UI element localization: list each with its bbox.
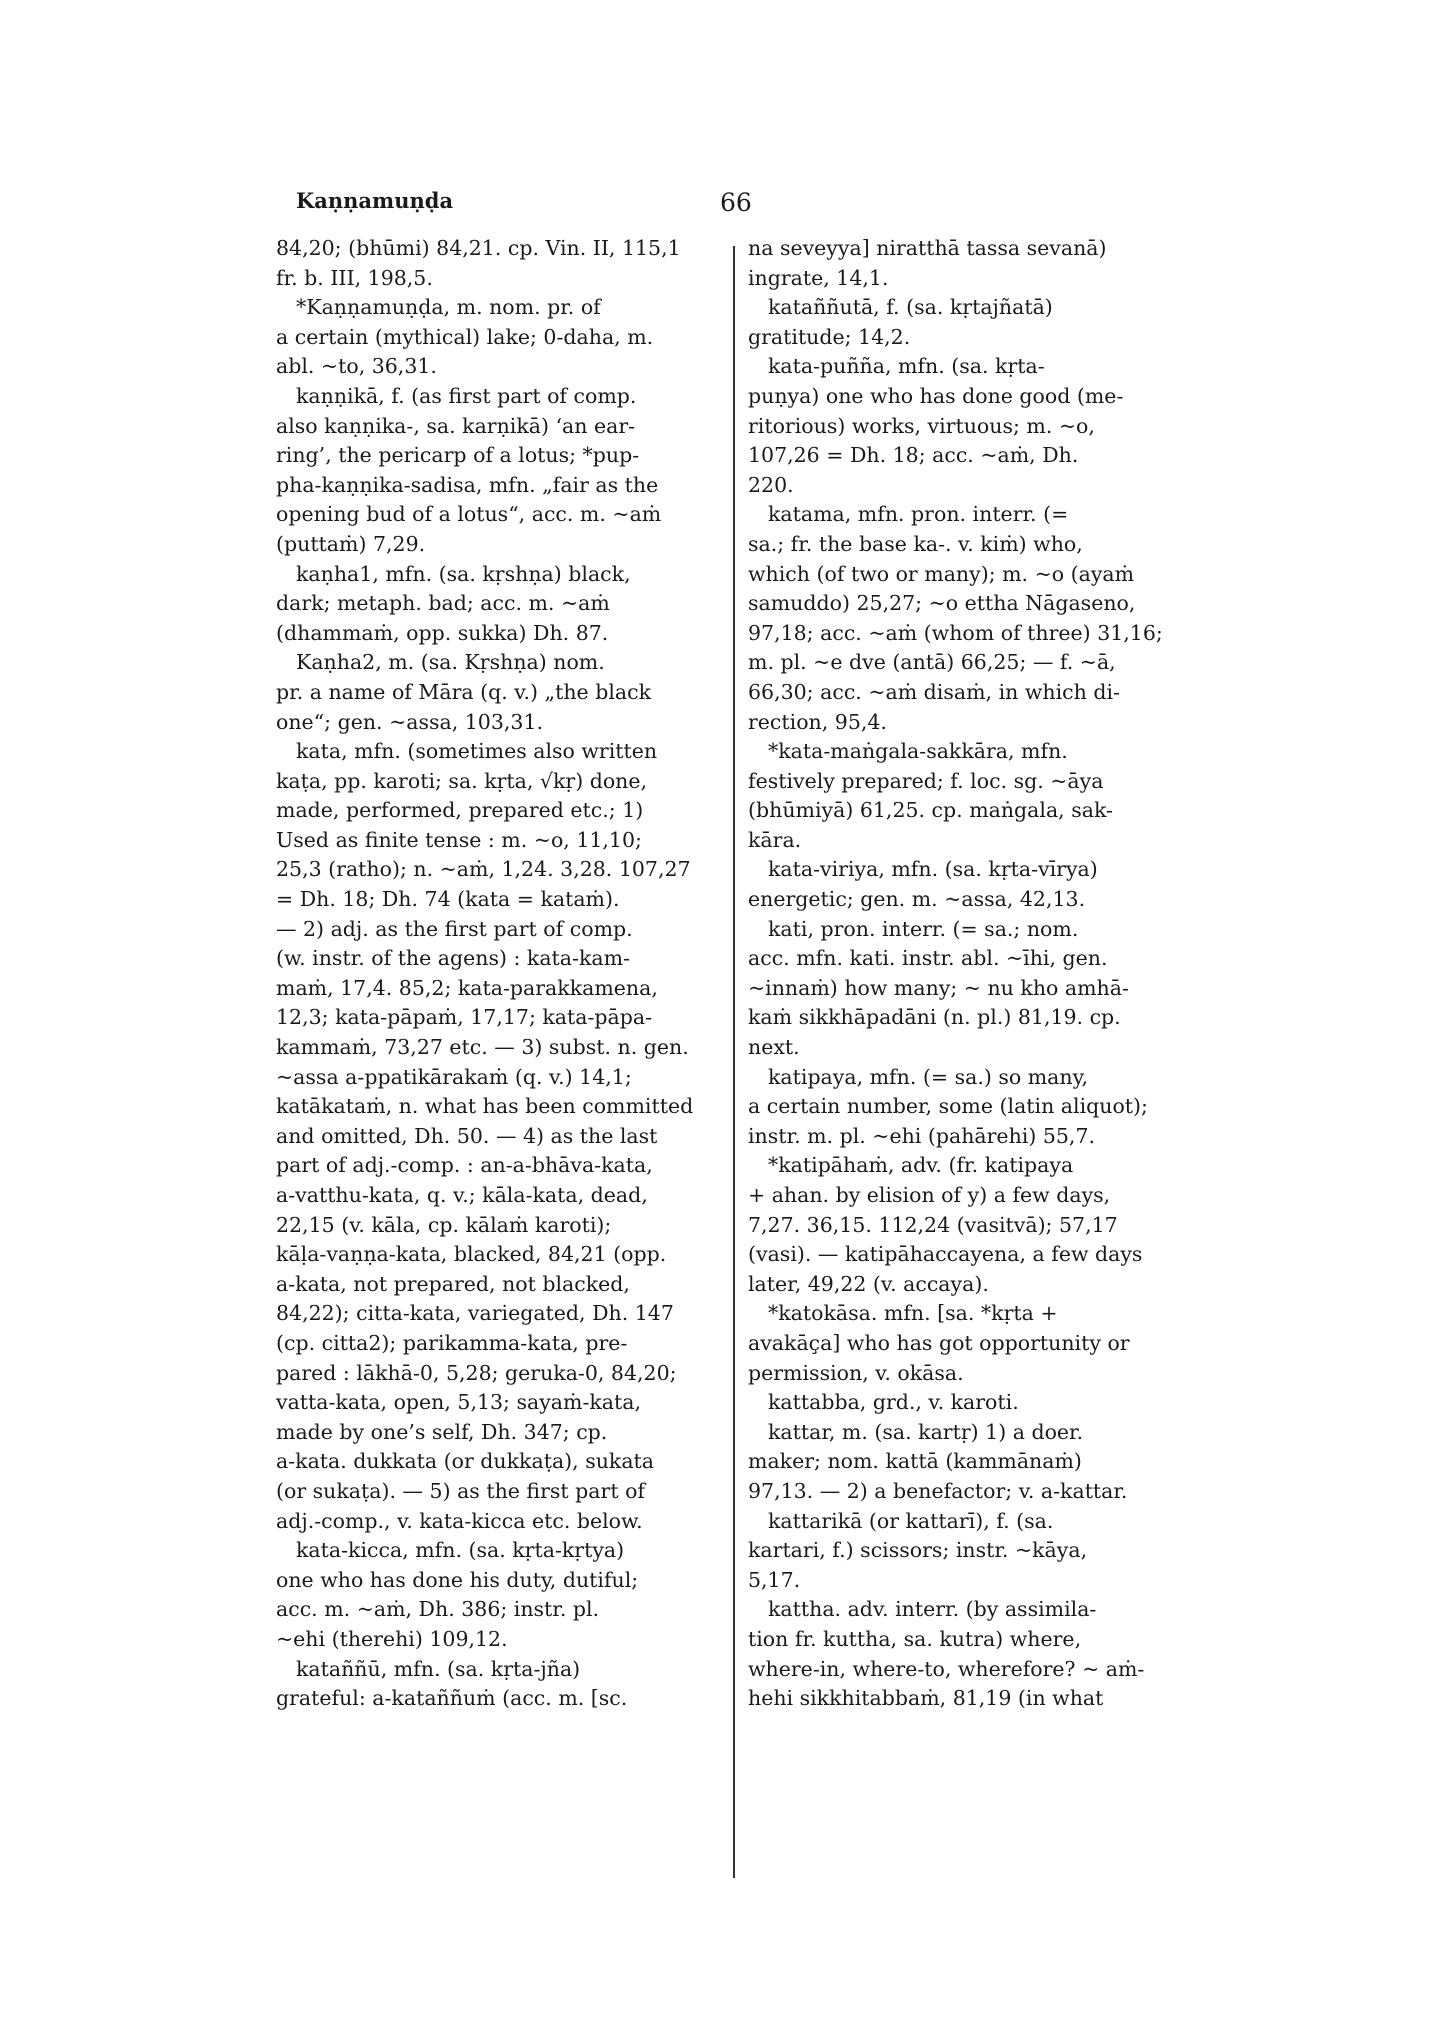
entry-line: next. [748, 1035, 800, 1060]
entry-line: opening bud of a lotus“, acc. m. ~aṁ [276, 502, 662, 527]
entry-line: grateful: a-kataññuṁ (acc. m. [sc. [276, 1686, 628, 1711]
entry-line: = Dh. 18; Dh. 74 (kata = kataṁ). [276, 887, 620, 912]
entry-line: na seveyya] niratthā tassa sevanā) [748, 236, 1107, 260]
entry-line: kata-viriya, mfn. (sa. kṛta-vīrya) [768, 857, 1098, 882]
entry-line: abl. ~to, 36,31. [276, 354, 437, 379]
entry-line: kati, pron. interr. (= sa.; nom. [768, 916, 1079, 941]
entry-line: tion fr. kuttha, sa. kutra) where, [748, 1626, 1082, 1651]
entry-line: energetic; gen. m. ~assa, 42,13. [748, 887, 1086, 912]
entry-line: Kaṇha2, m. (sa. Kṛshṇa) nom. [296, 650, 605, 675]
entry-line: 97,18; acc. ~aṁ (whom of three) 31,16; [748, 620, 1163, 645]
entry-line: kataññū, mfn. (sa. kṛta-jña) [296, 1656, 581, 1681]
entry-line: 220. [748, 472, 794, 497]
entry-line: 66,30; acc. ~aṁ disaṁ, in which di- [748, 679, 1120, 704]
entry-line: avakāça] who has got opportunity or [748, 1330, 1130, 1355]
entry-line: *kata-maṅgala-sakkāra, mfn. [768, 739, 1068, 764]
entry-line: 25,3 (ratho); n. ~aṁ, 1,24. 3,28. 107,27 [276, 857, 691, 882]
entry-line: maker; nom. kattā (kammānaṁ) [748, 1449, 1082, 1474]
entry-line: rection, 95,4. [748, 709, 887, 734]
entry-line: (w. instr. of the agens) : kata-kam- [276, 946, 630, 971]
entry-line: ~ehi (therehi) 109,12. [276, 1626, 508, 1651]
entry-line: kāra. [748, 827, 802, 852]
entry-line: which (of two or many); m. ~o (ayaṁ [748, 561, 1135, 586]
entry-line: ~innaṁ) how many; ~ nu kho amhā- [748, 975, 1129, 1000]
entry-line: (vasi). — katipāhaccayena, a few days [748, 1242, 1143, 1267]
entry-line: pared : lākhā-0, 5,28; geruka-0, 84,20; [276, 1360, 677, 1385]
entry-line: acc. mfn. kati. instr. abl. ~īhi, gen. [748, 946, 1108, 971]
entry-line: 84,22); citta-kata, variegated, Dh. 147 [276, 1301, 674, 1326]
entry-line: pha-kaṇṇika-sadisa, mfn. „fair as the [276, 472, 659, 497]
entry-line: katipaya, mfn. (= sa.) so many, [768, 1064, 1088, 1089]
entry-line: 97,13. — 2) a benefactor; v. a-kattar. [748, 1478, 1128, 1503]
entry-line: kammaṁ, 73,27 etc. — 3) subst. n. gen. [276, 1035, 689, 1060]
entry-line: made, performed, prepared etc.; 1) [276, 798, 644, 823]
page-number: 66 [720, 188, 752, 217]
entry-line: ~assa a-ppatikārakaṁ (q. v.) 14,1; [276, 1064, 632, 1089]
entry-line: kaṇṇikā, f. (as first part of comp. [296, 383, 637, 408]
entry-line: a-kata, not prepared, not blacked, [276, 1271, 630, 1296]
entry-line: kata-puñña, mfn. (sa. kṛta- [768, 354, 1045, 379]
entry-line: made by one’s self, Dh. 347; cp. [276, 1419, 608, 1444]
entry-line: (or sukaṭa). — 5) as the first part of [276, 1478, 646, 1503]
entry-line: m. pl. ~e dve (antā) 66,25; — f. ~ā, [748, 650, 1116, 675]
entry-line: hehi sikkhitabbaṁ, 81,19 (in what [748, 1686, 1104, 1711]
entry-line: one who has done his duty, dutiful; [276, 1567, 639, 1592]
entry-line: kaṁ sikkhāpadāni (n. pl.) 81,19. cp. [748, 1005, 1121, 1030]
running-head: Kaṇṇamuṇḍa [296, 188, 454, 213]
entry-line: fr. b. III, 198,5. [276, 265, 433, 290]
entry-line: kattabba, grd., v. karoti. [768, 1390, 1019, 1415]
entry-line: gratitude; 14,2. [748, 324, 911, 349]
entry-line: 12,3; kata-pāpaṁ, 17,17; kata-pāpa- [276, 1005, 653, 1030]
entry-line: kata, mfn. (sometimes also written [296, 739, 658, 764]
entry-line: a certain (mythical) lake; 0-daha, m. [276, 324, 654, 349]
right-column [748, 234, 1203, 1714]
entry-line: Used as finite tense : m. ~o, 11,10; [276, 827, 642, 852]
entry-line: katama, mfn. pron. interr. (= [768, 502, 1069, 527]
entry-line: acc. m. ~aṁ, Dh. 386; instr. pl. [276, 1597, 600, 1622]
entry-line: (cp. citta2); parikamma-kata, pre- [276, 1330, 628, 1355]
entry-line: — 2) adj. as the first part of comp. [276, 916, 633, 941]
entry-line: where-in, where-to, wherefore? ~ aṁ- [748, 1656, 1145, 1681]
entry-line: permission, v. okāsa. [748, 1360, 964, 1385]
entry-line: dark; metaph. bad; acc. m. ~aṁ [276, 591, 610, 616]
entry-line: kaṇha1, mfn. (sa. kṛshṇa) black, [296, 561, 631, 586]
entry-line: samuddo) 25,27; ~o ettha Nāgaseno, [748, 591, 1136, 616]
entry-line: (dhammaṁ, opp. sukka) Dh. 87. [276, 620, 609, 645]
entry-line: 22,15 (v. kāla, cp. kālaṁ karoti); [276, 1212, 612, 1237]
entry-line: also kaṇṇika-, sa. karṇikā) ‘an ear- [276, 413, 636, 438]
entry-line: kaṭa, pp. karoti; sa. kṛta, √kṛ) done, [276, 768, 648, 793]
entry-line: maṁ, 17,4. 85,2; kata-parakkamena, [276, 975, 658, 1000]
entry-line: (bhūmiyā) 61,25. cp. maṅgala, sak- [748, 798, 1113, 823]
entry-line: kattarikā (or kattarī), f. (sa. [768, 1508, 1054, 1533]
column-divider [733, 246, 735, 1878]
entry-line: 7,27. 36,15. 112,24 (vasitvā); 57,17 [748, 1212, 1118, 1237]
entry-line: instr. m. pl. ~ehi (pahārehi) 55,7. [748, 1123, 1095, 1148]
entry-line: one“; gen. ~assa, 103,31. [276, 709, 544, 734]
entry-line: *katipāhaṁ, adv. (fr. katipaya [768, 1153, 1074, 1178]
entry-line: 5,17. [748, 1567, 801, 1592]
entry-line: kata-kicca, mfn. (sa. kṛta-kṛtya) [296, 1538, 625, 1563]
entry-line: adj.-comp., v. kata-kicca etc. below. [276, 1508, 643, 1533]
entry-line: *Kaṇṇamuṇḍa, m. nom. pr. of [296, 295, 601, 320]
entry-line: vatta-kata, open, 5,13; sayaṁ-kata, [276, 1390, 641, 1415]
entry-line: katākataṁ, n. what has been committed [276, 1094, 694, 1119]
entry-line: ingrate, 14,1. [748, 265, 889, 290]
entry-line: kattar, m. (sa. kartṛ) 1) a doer. [768, 1419, 1084, 1444]
entry-line: kattha. adv. interr. (by assimila- [768, 1597, 1097, 1622]
entry-line: puṇya) one who has done good (me- [748, 383, 1124, 408]
entry-line: ritorious) works, virtuous; m. ~o, [748, 413, 1095, 438]
entry-line: 107,26 = Dh. 18; acc. ~aṁ, Dh. [748, 443, 1079, 468]
entry-line: kataññutā, f. (sa. kṛtajñatā) [768, 295, 1053, 320]
entry-line: and omitted, Dh. 50. — 4) as the last [276, 1123, 658, 1148]
entry-line: a certain number, some (latin aliquot); [748, 1094, 1148, 1119]
entry-line: kartari, f.) scissors; instr. ~kāya, [748, 1538, 1088, 1563]
left-column [276, 234, 731, 1714]
entry-line: 84,20; (bhūmi) 84,21. cp. Vin. II, 115,1 [276, 236, 681, 260]
entry-line: + ahan. by elision of y) a few days, [748, 1183, 1111, 1207]
entry-line: a-vatthu-kata, q. v.; kāla-kata, dead, [276, 1183, 648, 1207]
entry-line: a-kata. dukkata (or dukkaṭa), sukata [276, 1449, 655, 1474]
entry-line: *katokāsa. mfn. [sa. *kṛta + [768, 1301, 1058, 1326]
entry-line: kāḷa-vaṇṇa-kata, blacked, 84,21 (opp. [276, 1242, 667, 1267]
entry-line: (puttaṁ) 7,29. [276, 531, 426, 556]
entry-line: sa.; fr. the base ka-. v. kiṁ) who, [748, 531, 1083, 556]
entry-line: part of adj.-comp. : an-a-bhāva-kata, [276, 1153, 653, 1178]
entry-line: later, 49,22 (v. accaya). [748, 1271, 989, 1296]
entry-line: pr. a name of Māra (q. v.) „the black [276, 679, 651, 704]
entry-line: festively prepared; f. loc. sg. ~āya [748, 768, 1104, 793]
entry-line: ring’, the pericarp of a lotus; *pup- [276, 443, 640, 468]
